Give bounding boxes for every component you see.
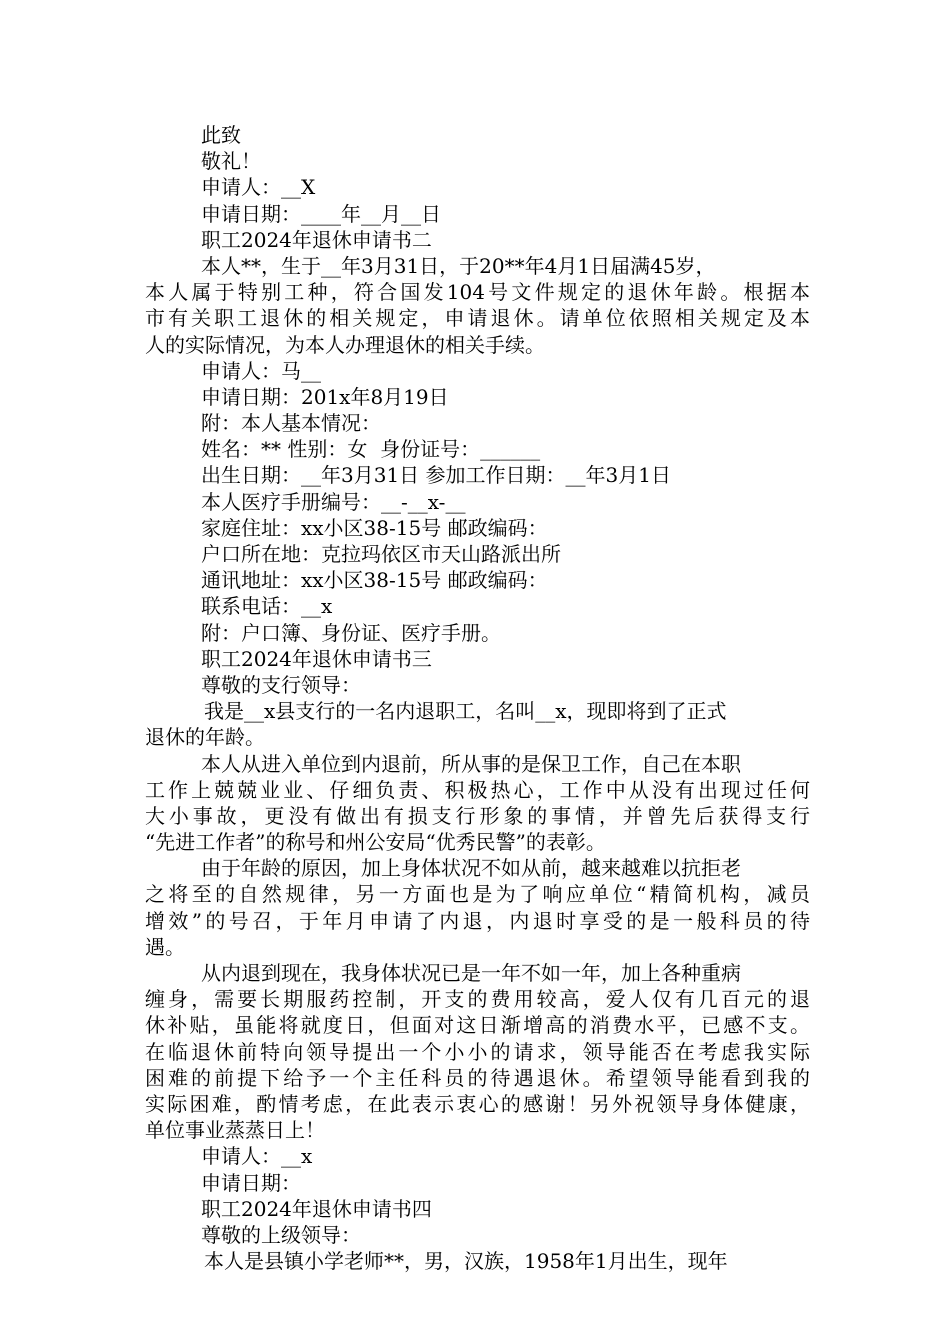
paragraph-line: 由于年龄的原因，加上身体状况不如从前，越来越难以抗拒老: [201, 856, 741, 881]
paragraph-line: 缠身，需要长期服药控制，开支的费用较高，爱人仅有几百元的退: [145, 987, 810, 1012]
paragraph-line: 困难的前提下给予一个主任科员的待遇退休。希望领导能看到我的: [145, 1065, 810, 1090]
document-body: [145, 122, 810, 1274]
paragraph-line: 市有关职工退休的相关规定，申请退休。请单位依照相关规定及本: [145, 306, 810, 331]
info-line: 家庭住址：xx小区38-15号 邮政编码：: [201, 515, 548, 540]
paragraph-line: 退休的年龄。: [145, 725, 265, 750]
paragraph-line: 大小事故，更没有做出有损支行形象的事情，并曾先后获得支行: [145, 803, 810, 828]
attachment-line: 附：户口簿、身份证、医疗手册。: [201, 620, 501, 645]
salutation-line: 尊敬的支行领导：: [201, 672, 361, 697]
paragraph-line: 实际困难，酌情考虑，在此表示衷心的感谢！另外祝领导身体健康，: [145, 1091, 810, 1116]
paragraph-line: 休补贴，虽能将就度日，但面对这日渐增高的消费水平，已感不支。: [145, 1013, 810, 1038]
info-line: 姓名：** 性别：女 身份证号：______: [201, 437, 541, 462]
info-line: 通讯地址：xx小区38-15号 邮政编码：: [201, 568, 548, 593]
date-line: 申请日期：201x年8月19日: [201, 384, 449, 409]
salutation-line: 敬礼！: [201, 149, 261, 174]
applicant-line: 申请人：__x: [201, 1144, 313, 1169]
paragraph-line: 人的实际情况，为本人办理退休的相关手续。: [145, 332, 545, 357]
info-line: 户口所在地：克拉玛依区市天山路派出所: [201, 542, 561, 566]
info-line: 出生日期：__年3月31日 参加工作日期：__年3月1日: [201, 463, 671, 488]
paragraph-line: 本人从进入单位到内退前，所从事的是保卫工作，自己在本职: [201, 751, 741, 776]
paragraph-line: 之将至的自然规律，另一方面也是为了响应单位“精简机构，减员: [145, 882, 810, 907]
section-title-2: 职工2024年退休申请书二: [201, 227, 432, 252]
salutation-line: 尊敬的上级领导：: [201, 1222, 361, 1247]
paragraph-line: “先进工作者”的称号和州公安局“优秀民警”的表彰。: [145, 830, 606, 855]
info-line: 联系电话：__x: [201, 594, 333, 619]
date-line: 申请日期：: [201, 1170, 301, 1195]
paragraph-line: 在临退休前特向领导提出一个小小的请求，领导能否在考虑我实际: [145, 1039, 810, 1064]
info-line: 本人医疗手册编号：__-__x-__: [201, 489, 466, 514]
paragraph-line: 本人**，生于__年3月31日，于20**年4月1日届满45岁，: [201, 253, 716, 278]
section-title-4: 职工2024年退休申请书四: [201, 1196, 432, 1221]
paragraph-line: 单位事业蒸蒸日上！: [145, 1118, 325, 1143]
paragraph-line: 遇。: [145, 934, 185, 959]
section-title-3: 职工2024年退休申请书三: [201, 646, 432, 671]
paragraph-line: 增效”的号召，于年月申请了内退，内退时享受的是一般科员的待: [145, 908, 810, 933]
paragraph-line: 本人属于特别工种，符合国发104号文件规定的退休年龄。根据本: [145, 280, 810, 305]
paragraph-line: 本人是县镇小学老师**，男，汉族，1958年1月出生，现年: [204, 1249, 728, 1274]
paragraph-line: 从内退到现在，我身体状况已是一年不如一年，加上各种重病: [201, 961, 741, 985]
closing-line: 此致: [201, 123, 241, 147]
info-heading: 附：本人基本情况：: [201, 411, 381, 436]
paragraph-line: 我是__x县支行的一名内退职工，名叫__x，现即将到了正式: [204, 699, 727, 724]
date-line: 申请日期：____年__月__日: [201, 201, 441, 226]
paragraph-line: 工作上兢兢业业、仔细负责、积极热心，工作中从没有出现过任何: [145, 777, 810, 802]
applicant-line: 申请人：马__: [201, 358, 321, 383]
applicant-line: 申请人：__X: [201, 175, 316, 200]
